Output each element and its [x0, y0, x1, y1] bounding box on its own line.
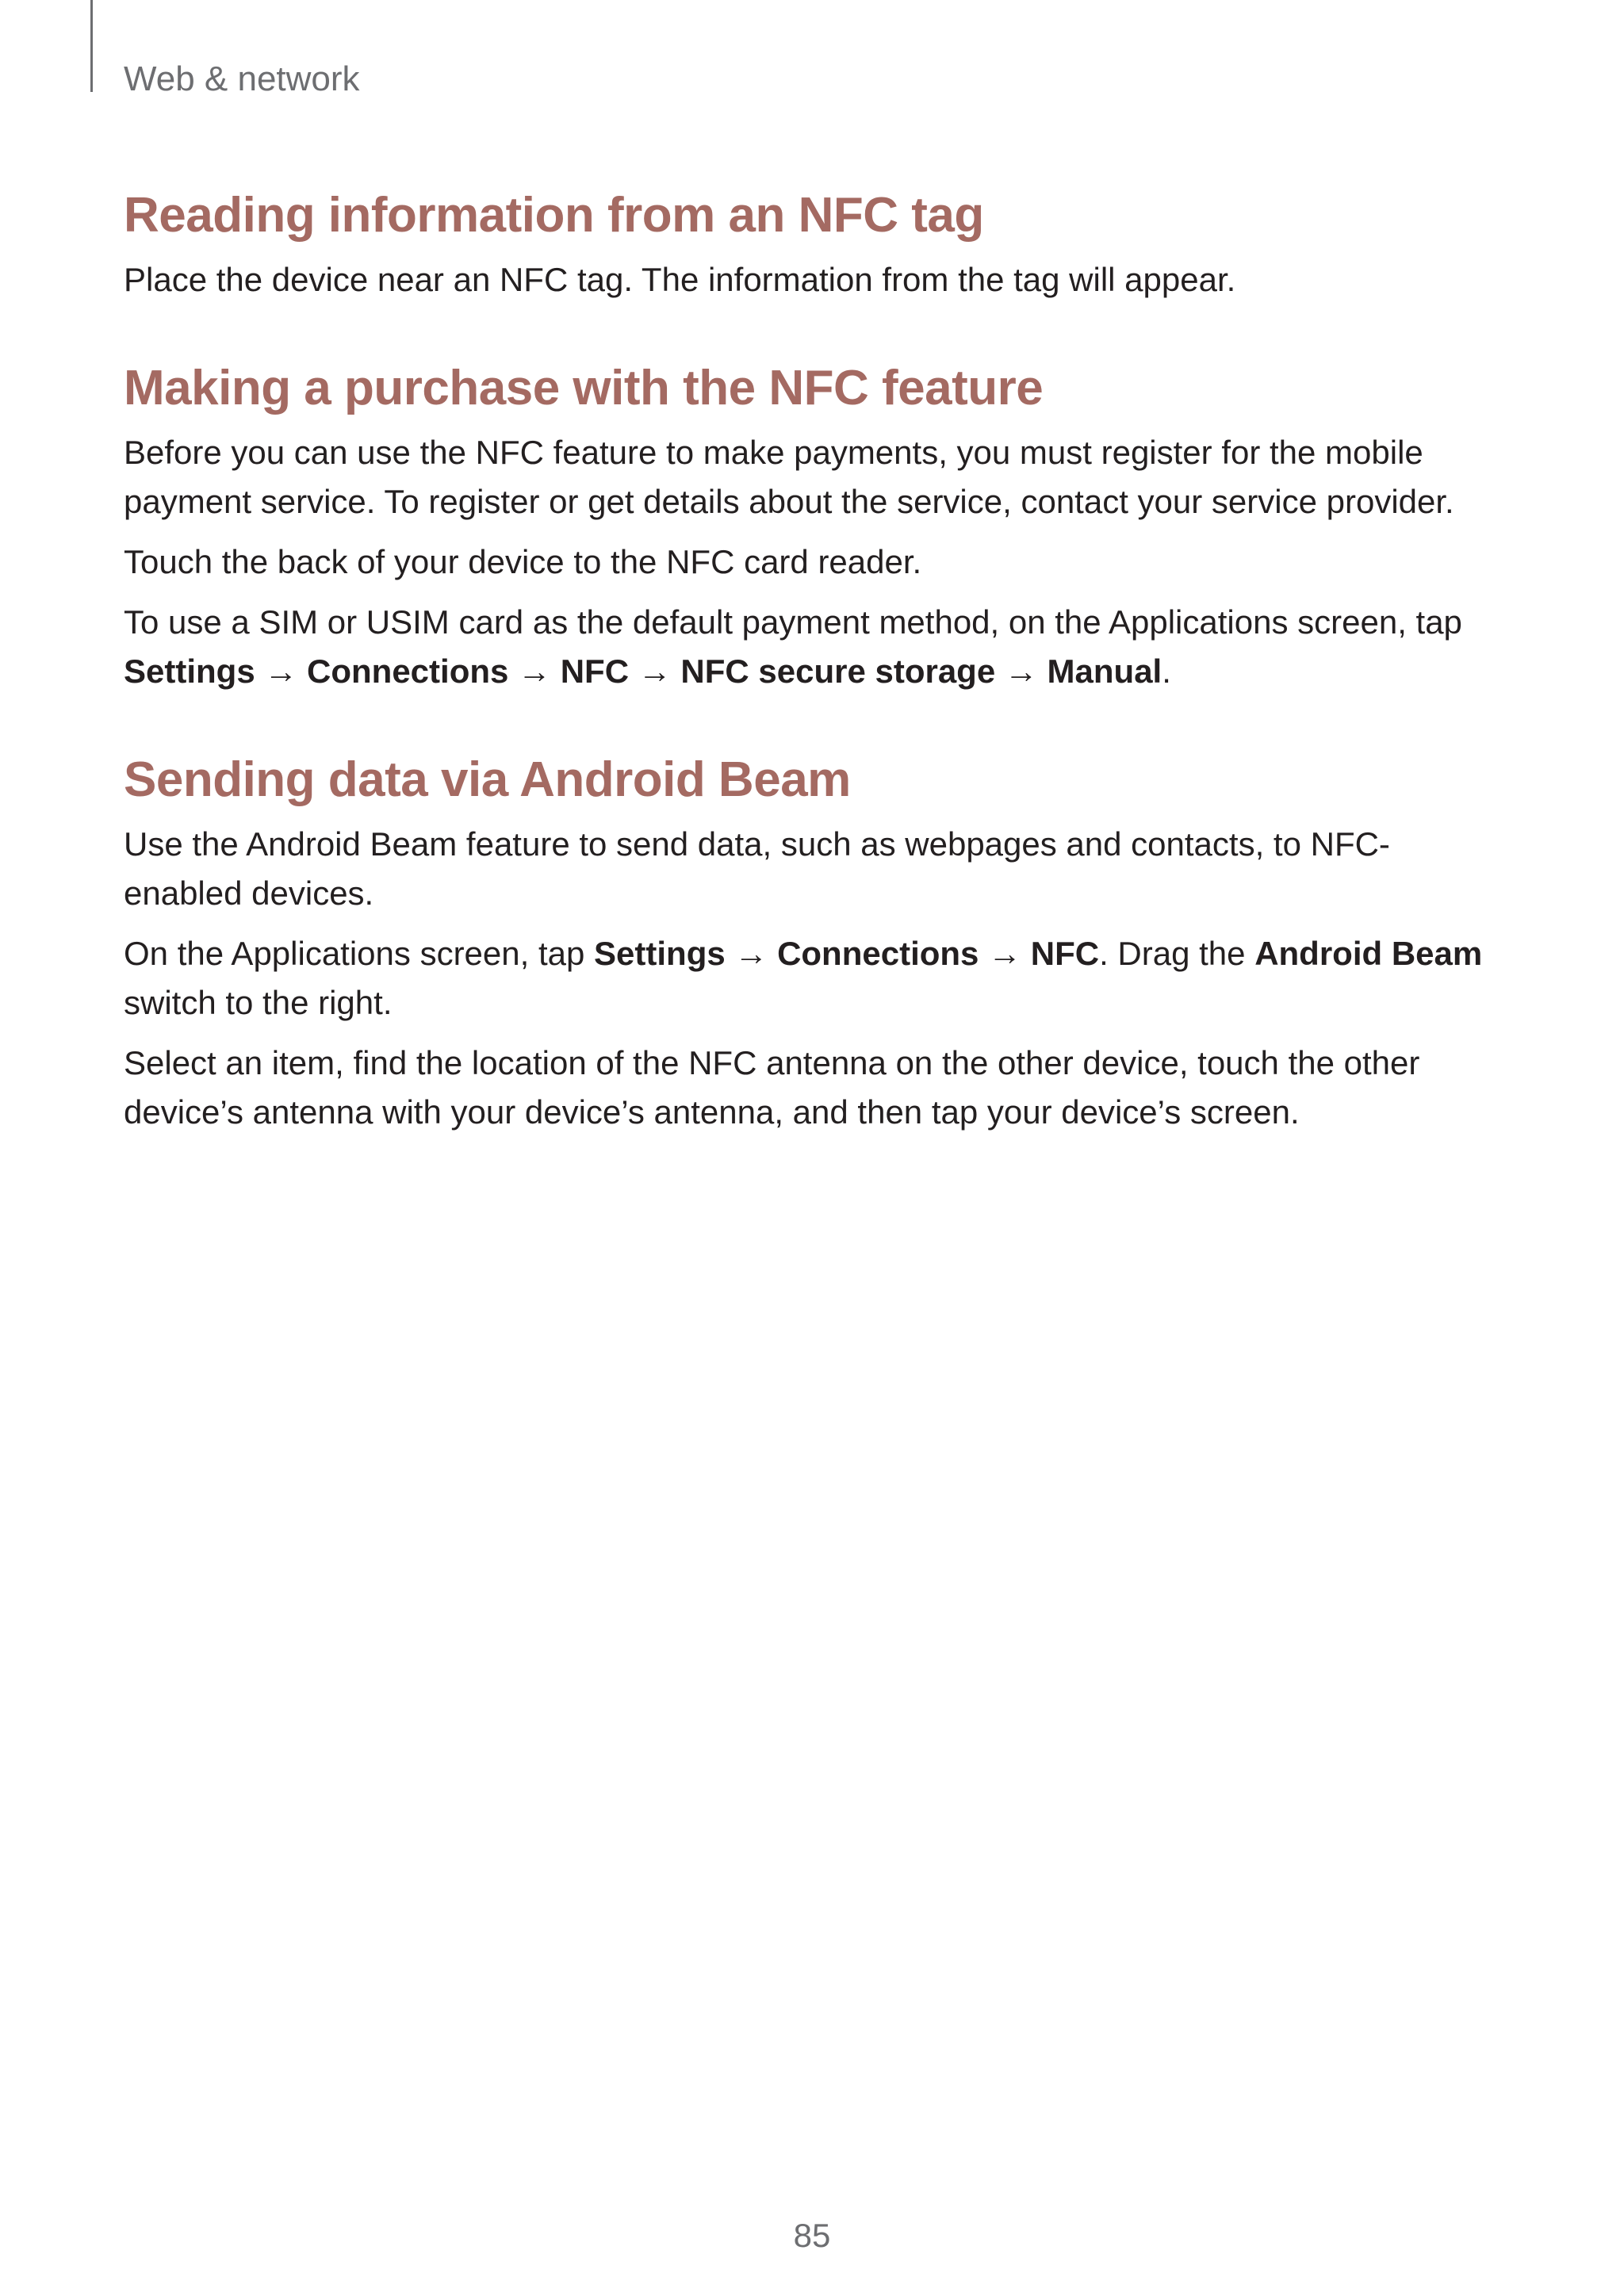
page-number: 85	[793, 2217, 831, 2254]
running-header: Web & network	[124, 59, 360, 98]
beam-mid-text: . Drag the	[1099, 935, 1255, 972]
header-rule	[90, 0, 93, 92]
menu-path-nfc: NFC	[1030, 935, 1100, 972]
menu-path-nfc-secure-storage: NFC secure storage	[680, 652, 996, 690]
arrow-separator: →	[995, 652, 1048, 690]
menu-path-settings: Settings	[594, 935, 726, 972]
section-spacer	[124, 696, 1503, 747]
arrow-separator: →	[255, 652, 308, 690]
arrow-separator: →	[629, 652, 681, 690]
paragraph-touch-reader: Touch the back of your device to the NFC card reader.	[124, 543, 922, 580]
menu-path-settings: Settings	[124, 652, 255, 690]
section-heading-reading-nfc: Reading information from an NFC tag	[124, 188, 984, 243]
menu-path-connections: Connections	[307, 652, 509, 690]
paragraph-reading-nfc: Place the device near an NFC tag. The information from the tag will appear.	[124, 261, 1236, 298]
menu-path-connections: Connections	[777, 935, 979, 972]
section-heading-nfc-purchase: Making a purchase with the NFC feature	[124, 361, 1044, 415]
paragraph-android-beam-enable	[124, 929, 1503, 1027]
sentence-end: .	[1162, 652, 1171, 690]
beam-end-text: switch to the right.	[124, 984, 393, 1021]
paragraph-beam-procedure: Select an item, find the location of the NFC antenna on the other device, touch the other device’s antenna with your device’s antenna, and then tap your device’s screen.	[124, 1044, 1420, 1131]
page-content	[124, 182, 1503, 1137]
paragraph-android-beam-intro: Use the Android Beam feature to send data, such as webpages and contacts, to NFC-enabled devices.	[124, 825, 1390, 912]
sim-intro-text: To use a SIM or USIM card as the default payment method, on the Applications screen, tap	[124, 603, 1462, 641]
android-beam-switch-name: Android Beam	[1254, 935, 1483, 972]
paragraph-default-payment	[124, 598, 1503, 696]
paragraph-payment-registration: Before you can use the NFC feature to make payments, you must register for the mobile payment service. To register or get details about the service, contact your service provider.	[124, 434, 1454, 520]
menu-path-nfc: NFC	[560, 652, 630, 690]
arrow-separator: →	[725, 935, 778, 972]
beam-intro-text: On the Applications screen, tap	[124, 935, 595, 972]
menu-path-manual: Manual	[1047, 652, 1162, 690]
arrow-separator: →	[979, 935, 1031, 972]
section-spacer	[124, 304, 1503, 355]
section-heading-android-beam: Sending data via Android Beam	[124, 752, 851, 807]
arrow-separator: →	[508, 652, 561, 690]
